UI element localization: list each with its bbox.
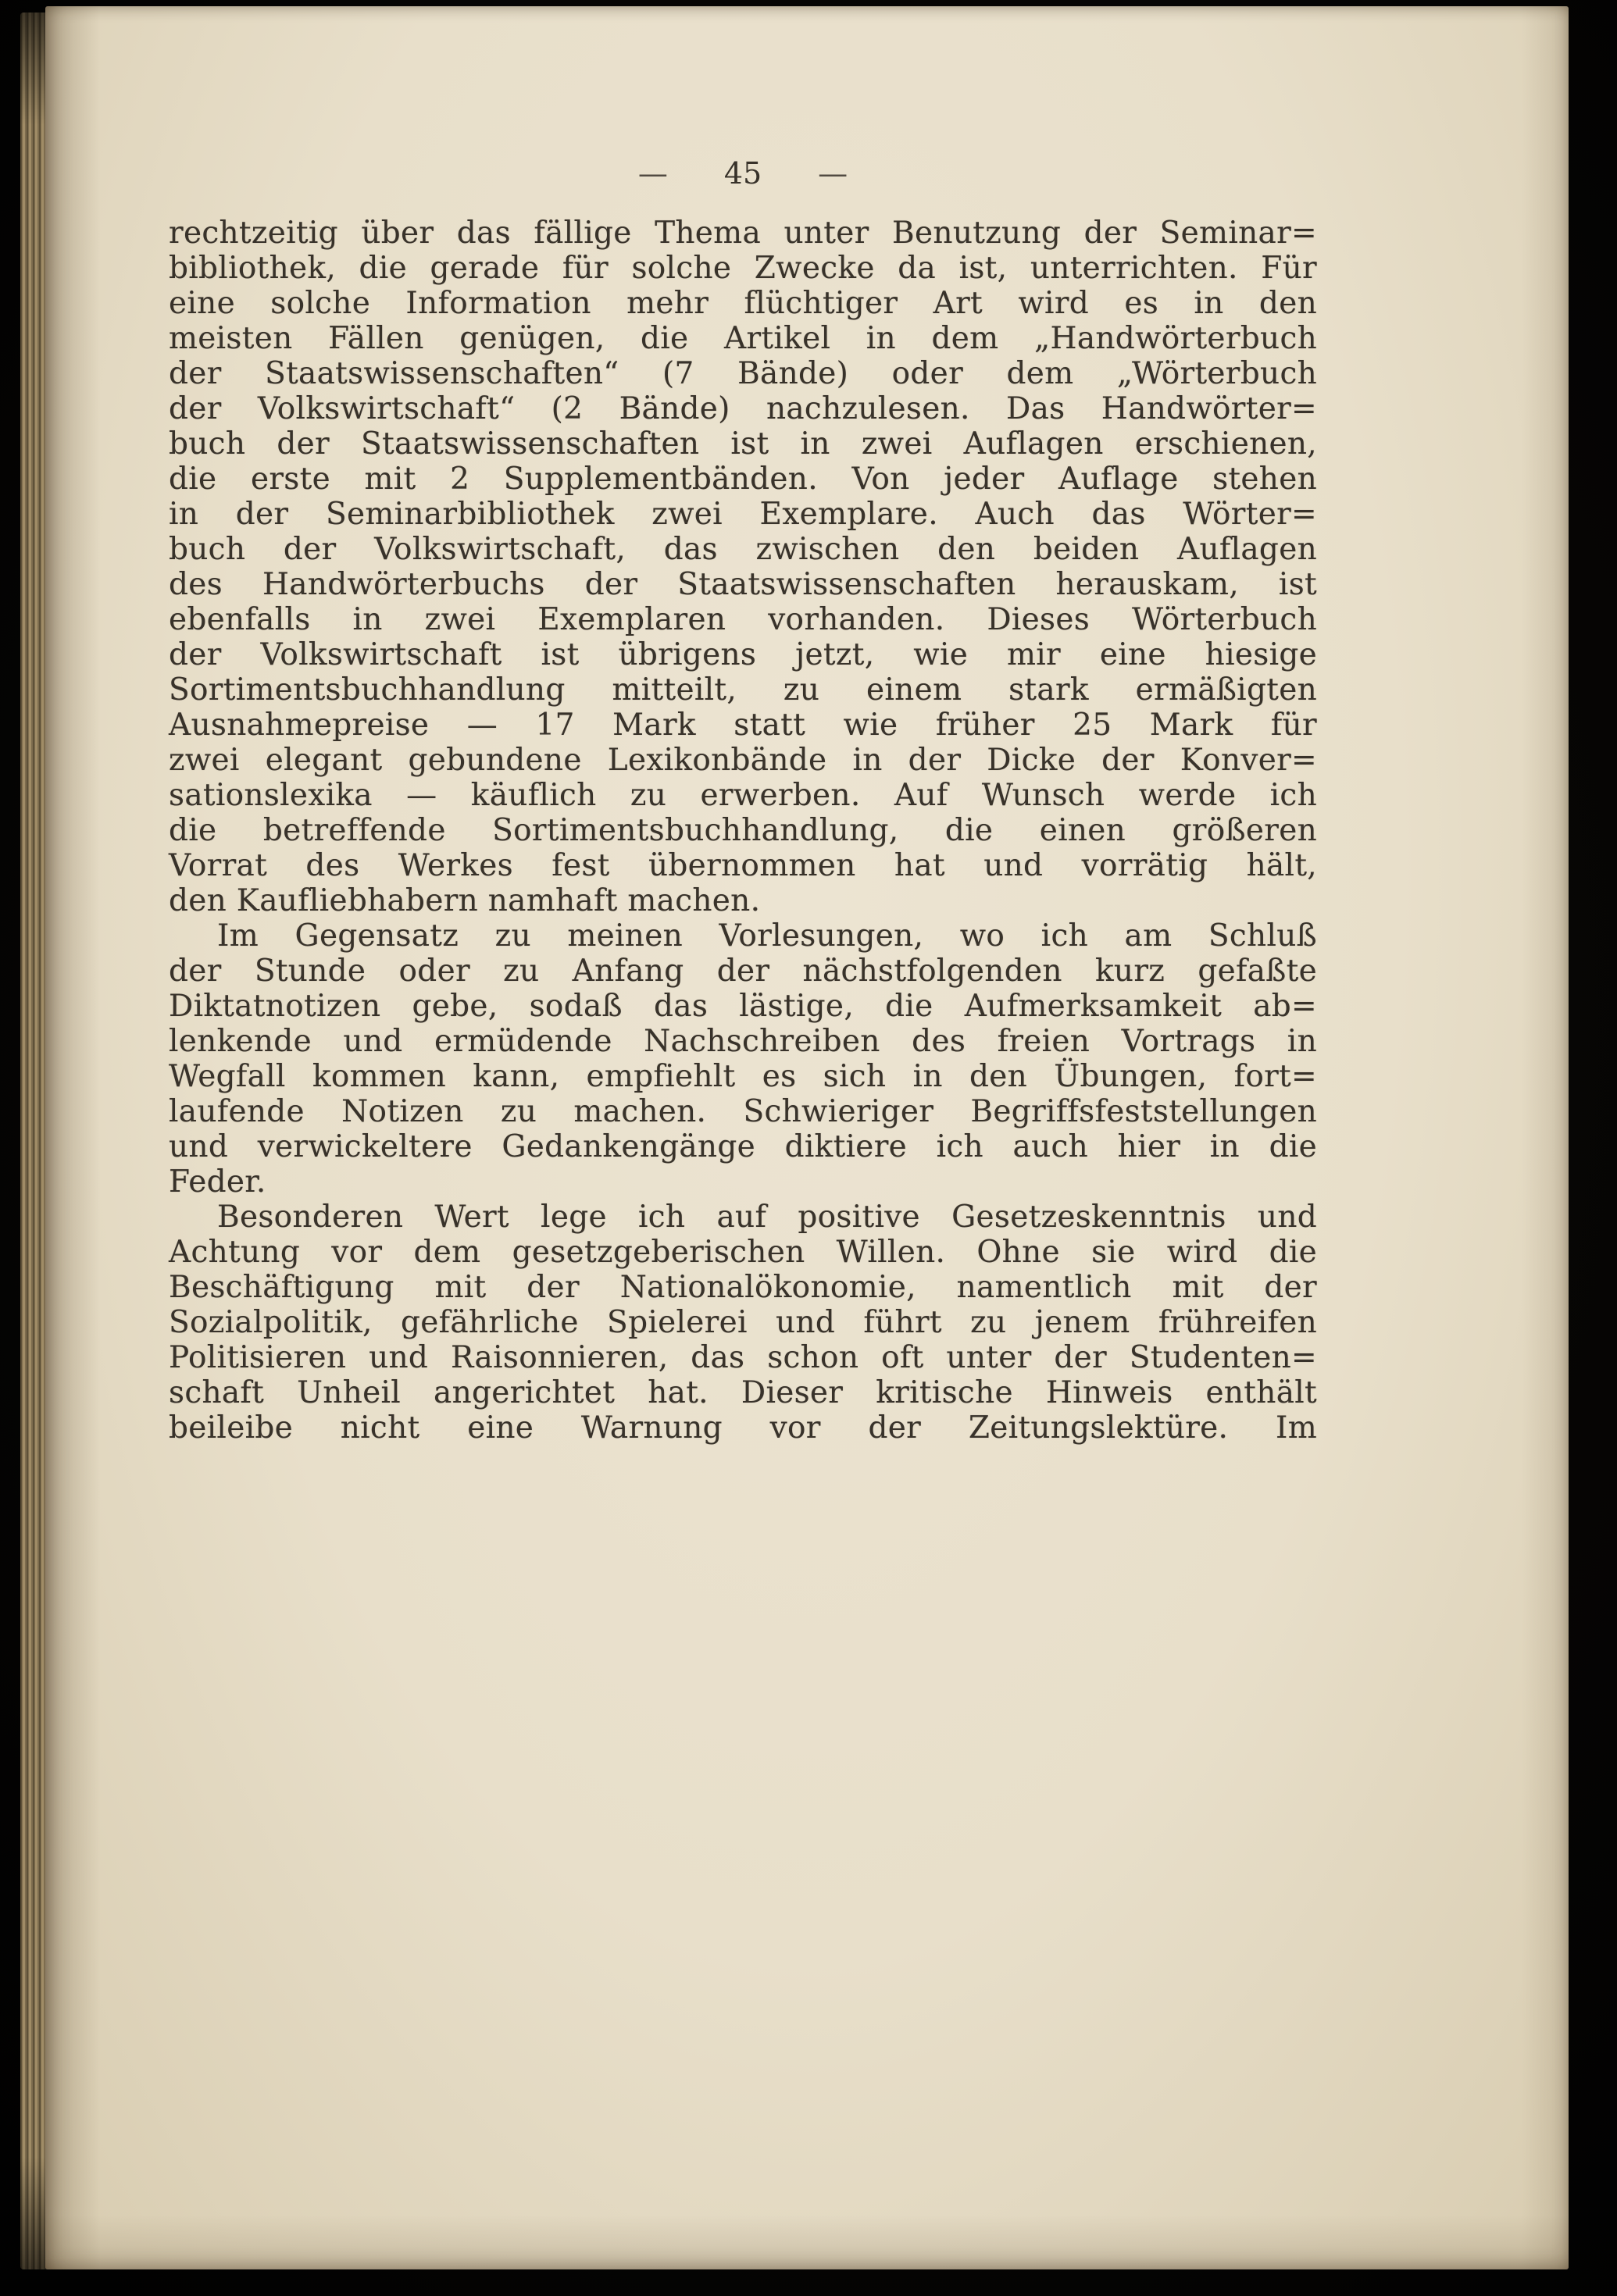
text-line: rechtzeitig über das fällige Thema unter Benutzung der Seminar= bbox=[169, 216, 1317, 251]
text-line: Ausnahmepreise — 17 Mark statt wie früher 25 Mark für bbox=[169, 708, 1317, 743]
text-line: Im Gegensatz zu meinen Vorlesungen, wo ich am Schluß bbox=[217, 918, 1317, 954]
text-line: der Volkswirtschaft“ (2 Bände) nachzulesen. Das Handwörter= bbox=[169, 391, 1317, 426]
text-line: sationslexika — käuflich zu erwerben. Auf Wunsch werde ich bbox=[169, 778, 1317, 813]
page-number-dash-right: — bbox=[818, 156, 848, 191]
text-line: die betreffende Sortimentsbuchhandlung, die einen größeren bbox=[169, 813, 1317, 848]
text-line: der Volkswirtschaft ist übrigens jetzt, wie mir eine hiesige bbox=[169, 637, 1317, 672]
text-line: den Kaufliebhabern namhaft machen. bbox=[169, 883, 761, 918]
text-line: Sozialpolitik, gefährliche Spielerei und führt zu jenem frühreifen bbox=[169, 1305, 1317, 1340]
book-page-edges bbox=[20, 12, 48, 2269]
page-number bbox=[169, 156, 1317, 191]
text-line: zwei elegant gebundene Lexikonbände in der Dicke der Konver= bbox=[169, 743, 1317, 778]
text-line: meisten Fällen genügen, die Artikel in dem „Handwörterbuch bbox=[169, 321, 1317, 356]
text-line: Vorrat des Werkes fest übernommen hat und vorrätig hält, bbox=[169, 848, 1317, 883]
text-line: Besonderen Wert lege ich auf positive Gesetzeskenntnis und bbox=[217, 1200, 1317, 1235]
text-line: beileibe nicht eine Warnung vor der Zeitungslektüre. Im bbox=[169, 1410, 1317, 1446]
text-line: des Handwörterbuchs der Staatswissenschaften herauskam, ist bbox=[169, 567, 1317, 602]
text-line: Wegfall kommen kann, empfiehlt es sich in den Übungen, fort= bbox=[169, 1059, 1317, 1094]
text-line: bibliothek, die gerade für solche Zwecke da ist, unterrichten. Für bbox=[169, 251, 1317, 286]
text-line: lenkende und ermüdende Nachschreiben des freien Vortrags in bbox=[169, 1024, 1317, 1059]
text-line: Achtung vor dem gesetzgeberischen Willen. Ohne sie wird die bbox=[169, 1235, 1317, 1270]
page-text-block bbox=[169, 216, 1317, 1446]
paragraph bbox=[169, 918, 1317, 1200]
text-line: der Staatswissenschaften“ (7 Bände) oder dem „Wörterbuch bbox=[169, 356, 1317, 391]
paragraph bbox=[169, 216, 1317, 918]
page-number-value: 45 bbox=[723, 156, 762, 191]
book-page bbox=[45, 6, 1569, 2269]
text-line: Feder. bbox=[169, 1164, 266, 1200]
text-line: der Stunde oder zu Anfang der nächstfolgenden kurz gefaßte bbox=[169, 954, 1317, 989]
text-line: buch der Volkswirtschaft, das zwischen den beiden Auflagen bbox=[169, 532, 1317, 567]
text-line: buch der Staatswissenschaften ist in zwei Auflagen erschienen, bbox=[169, 426, 1317, 462]
text-line: schaft Unheil angerichtet hat. Dieser kritische Hinweis enthält bbox=[169, 1375, 1317, 1410]
text-line: Diktatnotizen gebe, sodaß das lästige, die Aufmerksamkeit ab= bbox=[169, 989, 1317, 1024]
text-line: ebenfalls in zwei Exemplaren vorhanden. Dieses Wörterbuch bbox=[169, 602, 1317, 637]
text-line: eine solche Information mehr flüchtiger Art wird es in den bbox=[169, 286, 1317, 321]
text-line: die erste mit 2 Supplementbänden. Von jeder Auflage stehen bbox=[169, 462, 1317, 497]
text-line: Sortimentsbuchhandlung mitteilt, zu einem stark ermäßigten bbox=[169, 672, 1317, 708]
text-line: Politisieren und Raisonnieren, das schon oft unter der Studenten= bbox=[169, 1340, 1317, 1375]
text-line: Beschäftigung mit der Nationalökonomie, namentlich mit der bbox=[169, 1270, 1317, 1305]
text-line: laufende Notizen zu machen. Schwieriger Begriffsfeststellungen bbox=[169, 1094, 1317, 1129]
paragraph bbox=[169, 1200, 1317, 1446]
page-number-dash-left: — bbox=[637, 156, 668, 191]
text-line: in der Seminarbibliothek zwei Exemplare. Auch das Wörter= bbox=[169, 497, 1317, 532]
text-line: und verwickeltere Gedankengänge diktiere ich auch hier in die bbox=[169, 1129, 1317, 1164]
